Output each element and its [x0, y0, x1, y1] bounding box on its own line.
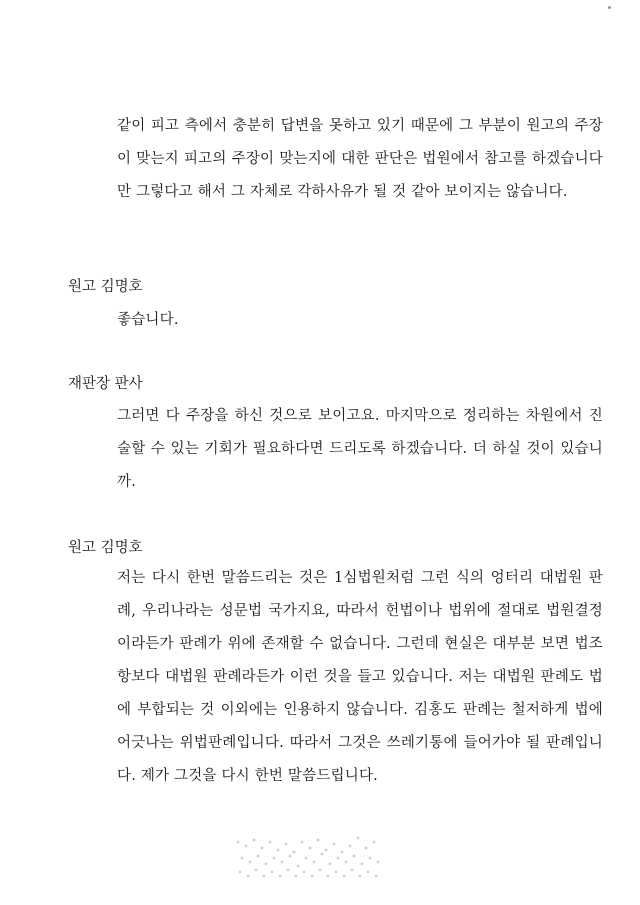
speaker-label-judge: 재판장 판사 — [68, 376, 143, 392]
paragraph-plaintiff-statement: 저는 다시 한번 말씀드리는 것은 1심법원처럼 그런 식의 엉터리 대법원 판례, 우리나라는 성문법 국가지요, 따라서 헌법이나 법위에 절대로 법원결정이라든가 판례가 위에 존재할 수 없습니다. 그런데 현실은 대부분 보면 법조항보다 대법원 판례라든가 이런 것을 들고 있습니다. 저는 대법원 판례도 법에 부합되는 것 이외에는 인용하지 않습니다. 김홍도 판례는 철저하게 법에 어긋나는 위법판례입니다. 따라서 그것은 쓰레기통에 들어가야 될 판례입니다. 제가 그것을 다시 한번 말씀드립니다. — [117, 570, 603, 784]
scan-speck — [608, 6, 611, 9]
paragraph-continued: 같이 피고 측에서 충분히 답변을 못하고 있기 때문에 그 부분이 원고의 주장이 맞는지 피고의 주장이 맞는지에 대한 판단은 법원에서 참고를 하겠습니다만 그렇다고 해서 그 자체로 각하사유가 될 것 같아 보이지는 않습니다. — [117, 118, 603, 200]
speaker-label-plaintiff: 원고 김명호 — [68, 279, 143, 295]
paragraph-judge: 그러면 다 주장을 하신 것으로 보이고요. 마지막으로 정리하는 차원에서 진술할 수 있는 기회가 필요하다면 드리도록 하겠습니다. 더 하실 것이 있습니까. — [117, 408, 603, 490]
speaker-label-plaintiff: 원고 김명호 — [68, 540, 143, 556]
paragraph-plaintiff-reply: 좋습니다. — [117, 312, 179, 328]
dotted-seal-stamp — [228, 832, 390, 880]
